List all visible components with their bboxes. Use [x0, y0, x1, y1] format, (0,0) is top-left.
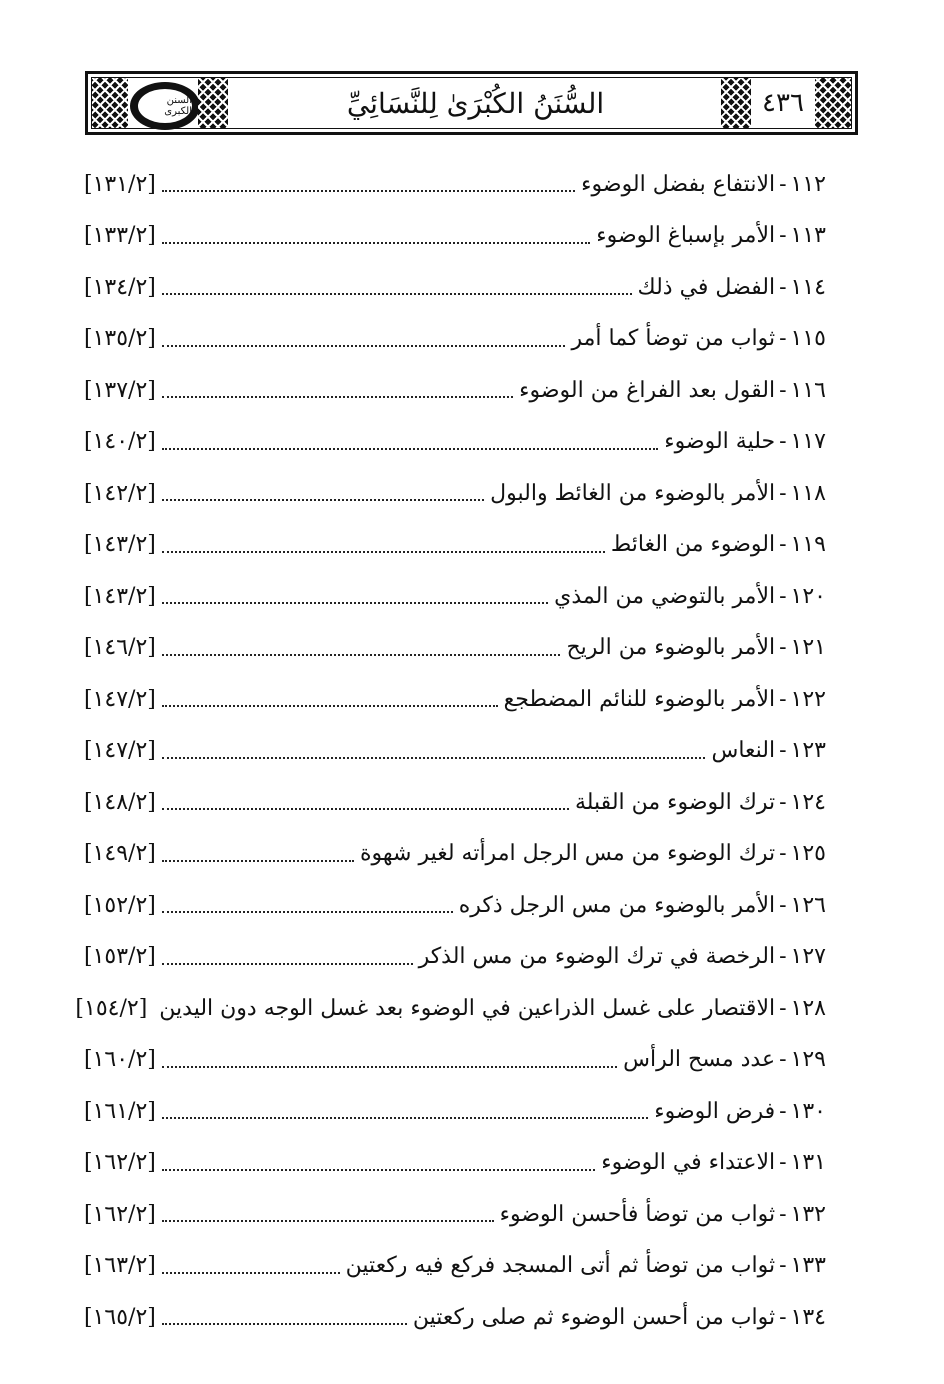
entry-dash: -: [779, 686, 787, 712]
entry-dash: -: [779, 841, 787, 866]
entry-reference: [١٤٩/٢]: [84, 841, 156, 866]
dot-leader: [162, 242, 590, 244]
entry-dash: -: [779, 944, 787, 969]
entry-dash: -: [779, 1304, 787, 1330]
entry-dash: -: [779, 1253, 787, 1278]
ornament-mid-right: [721, 78, 751, 128]
toc-entry: [84, 776, 826, 828]
entry-number: ١٢٦: [790, 892, 826, 918]
medallion-text: السنن الكبرى: [137, 88, 193, 124]
dot-leader: [162, 190, 575, 192]
entry-title: ثواب من أحسن الوضوء ثم صلى ركعتين: [412, 1304, 776, 1330]
toc-entry: [84, 622, 826, 674]
dot-leader: [162, 448, 658, 450]
entry-reference: [١٤٣/٢]: [84, 532, 156, 557]
toc-entry: [84, 467, 826, 519]
toc-entry: [84, 1291, 826, 1343]
entry-number: ١٣١: [790, 1150, 826, 1175]
entry-title: عدد مسح الرأس: [623, 1047, 776, 1072]
entry-dash: -: [779, 429, 787, 454]
entry-dash: -: [779, 995, 787, 1021]
entry-dash: -: [779, 377, 787, 403]
toc-entry: [84, 519, 826, 571]
entry-dash: -: [779, 738, 787, 763]
toc-entry: [84, 1240, 826, 1292]
entry-number: ١٢٩: [790, 1047, 826, 1072]
page-header: [85, 71, 858, 135]
dot-leader: [162, 293, 632, 295]
dot-leader: [162, 345, 566, 347]
dot-leader: [162, 705, 498, 707]
running-title: السُّنَنُ الكُبْرَىٰ لِلنَّسَائِيِّ: [232, 82, 719, 124]
toc-entry: [84, 673, 826, 725]
dot-leader: [162, 1220, 494, 1222]
entry-reference: [١٦٢/٢]: [84, 1150, 156, 1175]
entry-dash: -: [779, 583, 787, 609]
entry-title: الأمر بالوضوء من الريح: [566, 635, 776, 660]
dot-leader: [162, 1272, 340, 1274]
dot-leader: [162, 808, 569, 810]
entry-dash: -: [779, 274, 787, 300]
entry-reference: [١٤٠/٢]: [84, 429, 156, 454]
entry-reference: [١٦٣/٢]: [84, 1253, 156, 1278]
entry-number: ١١٥: [790, 326, 826, 351]
toc-entry: [84, 313, 826, 365]
dot-leader: [162, 911, 453, 913]
entry-title: حلية الوضوء: [664, 429, 776, 454]
entry-dash: -: [779, 789, 787, 815]
toc-entry: [84, 1137, 826, 1189]
entry-dash: -: [779, 1150, 787, 1175]
toc-entry: [84, 364, 826, 416]
toc-entry: [75, 982, 826, 1034]
entry-dash: -: [779, 1047, 787, 1072]
entry-title: الاقتصار على غسل الذراعين في الوضوء بعد غسل الوجه دون اليدين: [159, 995, 776, 1021]
entry-title: الأمر بالتوضي من المذي: [554, 583, 776, 609]
entry-reference: [١٦٥/٢]: [84, 1304, 156, 1330]
dot-leader: [162, 1117, 648, 1119]
entry-reference: [١٥٣/٢]: [84, 944, 156, 969]
toc-entry: [84, 1085, 826, 1137]
dot-leader: [162, 396, 513, 398]
entry-reference: [١٤٦/٢]: [84, 635, 156, 660]
ornament-right: [815, 78, 851, 128]
entry-title: النعاس: [711, 738, 776, 763]
entry-reference: [١٦٠/٢]: [84, 1047, 156, 1072]
entry-dash: -: [779, 326, 787, 351]
entry-title: الوضوء من الغائط: [610, 532, 776, 557]
dot-leader: [162, 757, 706, 759]
entry-dash: -: [779, 223, 787, 248]
toc-entry: [84, 261, 826, 313]
entry-reference: [١٤٧/٢]: [84, 686, 156, 712]
entry-number: ١٣٤: [790, 1304, 826, 1330]
entry-number: ١٢٤: [790, 789, 826, 815]
entry-title: ثواب من توضأ ثم أتى المسجد فركع فيه ركعتين: [345, 1253, 776, 1278]
entry-number: ١١٤: [790, 274, 826, 300]
entry-number: ١٢٠: [790, 583, 826, 609]
entry-number: ١٢٨: [790, 995, 826, 1021]
entry-reference: [١٤٣/٢]: [84, 583, 156, 609]
entry-reference: [١٦١/٢]: [84, 1098, 156, 1124]
entry-number: ١٣٢: [790, 1201, 826, 1227]
entry-reference: [١٣١/٢]: [84, 171, 156, 197]
entry-dash: -: [779, 892, 787, 918]
entry-dash: -: [779, 1098, 787, 1124]
entry-number: ١١٨: [790, 480, 826, 506]
dot-leader: [162, 963, 413, 965]
entry-reference: [١٦٢/٢]: [84, 1201, 156, 1227]
entry-title: ترك الوضوء من القبلة: [574, 789, 776, 815]
dot-leader: [162, 654, 561, 656]
dot-leader: [162, 499, 484, 501]
dot-leader: [162, 860, 354, 862]
toc-entry: [84, 931, 826, 983]
entry-number: ١١٦: [790, 377, 826, 403]
entry-number: ١١٣: [790, 223, 826, 248]
toc-entry: [84, 416, 826, 468]
entry-number: ١٢١: [790, 635, 826, 660]
entry-reference: [١٤٧/٢]: [84, 738, 156, 763]
entry-dash: -: [779, 1201, 787, 1227]
entry-title: الانتفاع بفضل الوضوء: [581, 171, 776, 197]
ornament-mid-left: [198, 78, 228, 128]
entry-title: الأمر بإسباغ الوضوء: [596, 223, 776, 248]
entry-dash: -: [779, 171, 787, 197]
entry-title: الاعتداء في الوضوء: [601, 1150, 776, 1175]
entry-title: الأمر بالوضوء من الغائط والبول: [490, 480, 776, 506]
entry-reference: [١٣٤/٢]: [84, 274, 156, 300]
entry-number: ١٢٥: [790, 841, 826, 866]
entry-number: ١٢٢: [790, 686, 826, 712]
entry-title: الأمر بالوضوء من مس الرجل ذكره: [458, 892, 776, 918]
toc-entry: [84, 1188, 826, 1240]
toc-entry: [84, 828, 826, 880]
entry-reference: [١٣٣/٢]: [84, 223, 156, 248]
entry-reference: [١٤٢/٢]: [84, 480, 156, 506]
entry-title: الأمر بالوضوء للنائم المضطجع: [503, 686, 776, 712]
entry-reference: [١٣٥/٢]: [84, 326, 156, 351]
toc-entry: [84, 570, 826, 622]
entry-reference: [١٥٤/٢]: [75, 995, 148, 1021]
entry-number: ١١٢: [790, 171, 826, 197]
toc-entry: [84, 725, 826, 777]
dot-leader: [162, 1066, 617, 1068]
entry-reference: [١٤٨/٢]: [84, 789, 156, 815]
entry-number: ١٢٣: [790, 738, 826, 763]
dot-leader: [162, 1169, 595, 1171]
entry-number: ١٢٧: [790, 944, 826, 969]
dot-leader: [162, 551, 605, 553]
entry-title: الرخصة في ترك الوضوء من مس الذكر: [418, 944, 776, 969]
entry-number: ١٣٣: [790, 1253, 826, 1278]
entry-number: ١١٩: [790, 532, 826, 557]
page-number: ٤٣٦: [753, 82, 813, 124]
header-inner-frame: [91, 77, 852, 129]
book-medallion-logo: [130, 82, 200, 130]
entry-dash: -: [779, 635, 787, 660]
toc-entry: [84, 879, 826, 931]
entry-dash: -: [779, 480, 787, 506]
toc-entry: [84, 210, 826, 262]
entry-reference: [١٣٧/٢]: [84, 377, 156, 403]
dot-leader: [162, 1323, 407, 1325]
dot-leader: [162, 602, 548, 604]
entry-title: القول بعد الفراغ من الوضوء: [519, 377, 776, 403]
entry-title: ترك الوضوء من مس الرجل امرأته لغير شهوة: [359, 841, 776, 866]
entry-title: الفضل في ذلك: [637, 274, 776, 300]
entry-title: ثواب من توضأ كما أمر: [571, 326, 776, 351]
toc-entry: [84, 1034, 826, 1086]
toc-entry: [84, 158, 826, 210]
entry-dash: -: [779, 532, 787, 557]
ornament-left: [92, 78, 128, 128]
entry-title: ثواب من توضأ فأحسن الوضوء: [499, 1201, 776, 1227]
entry-number: ١٣٠: [790, 1098, 826, 1124]
entry-title: فرض الوضوء: [654, 1098, 776, 1124]
entry-number: ١١٧: [790, 429, 826, 454]
entry-reference: [١٥٢/٢]: [84, 892, 156, 918]
